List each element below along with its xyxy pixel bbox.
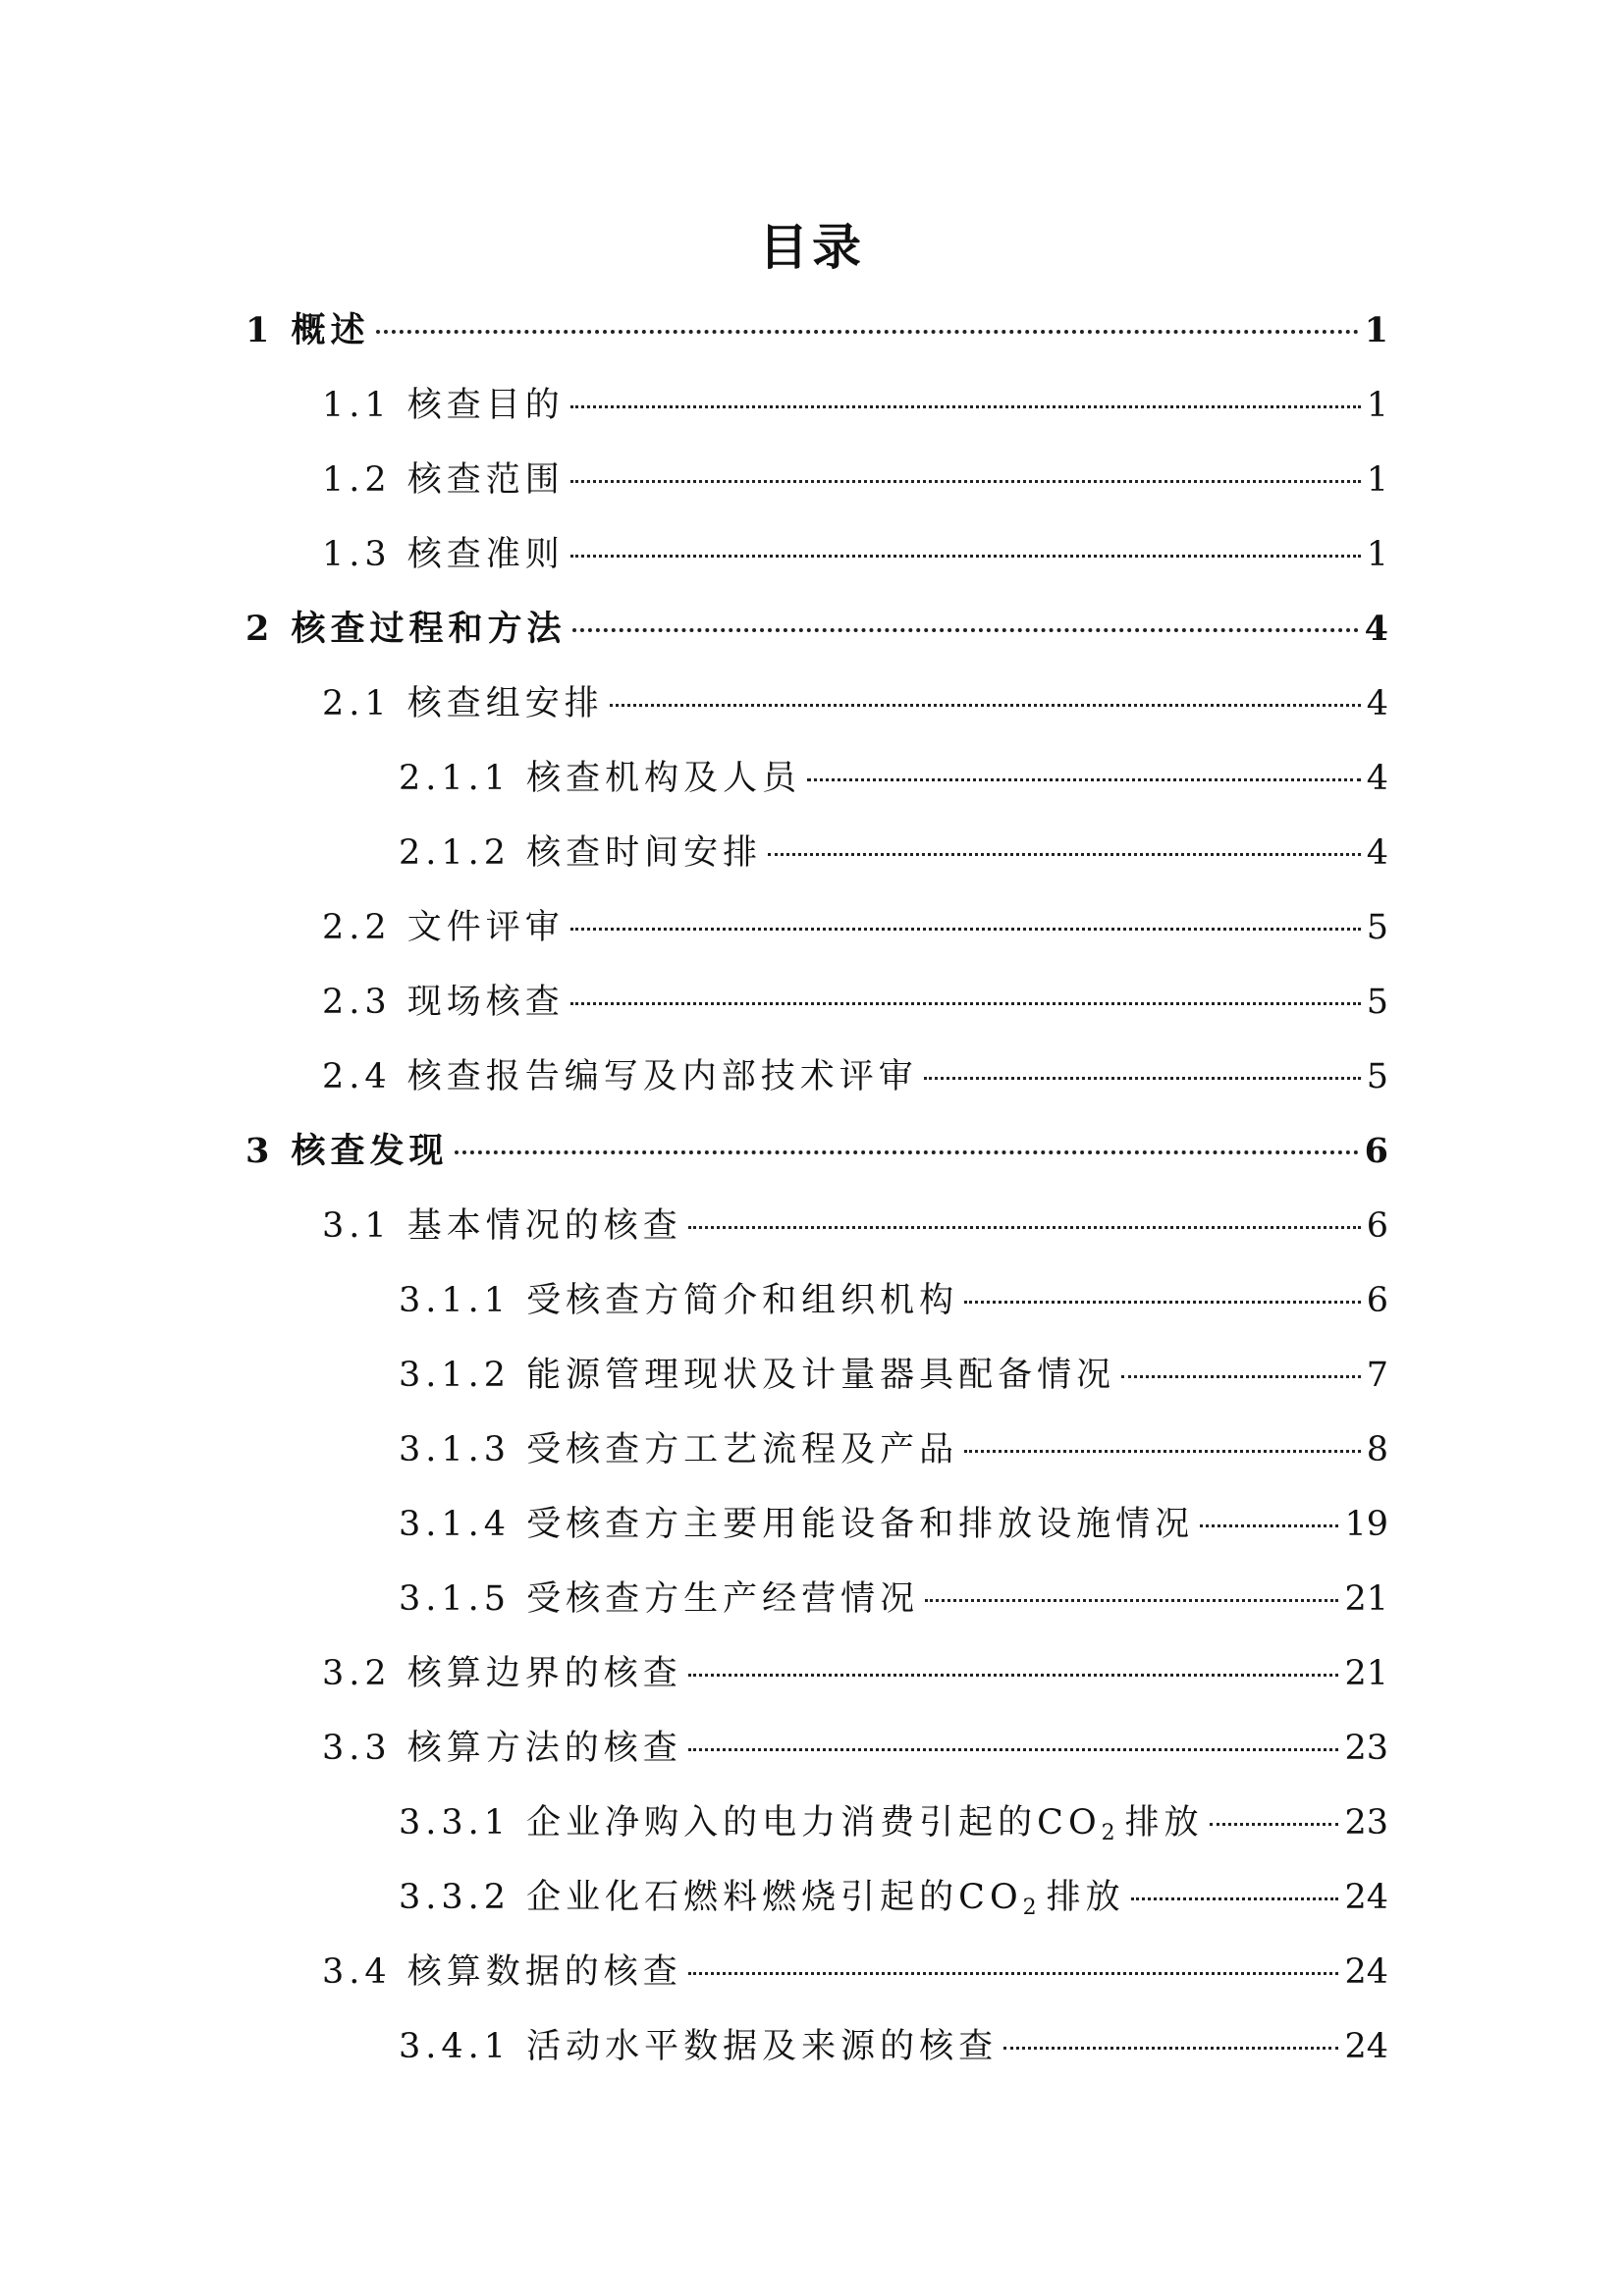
toc-entry-page: 1 bbox=[1366, 386, 1388, 425]
toc-entry[interactable] bbox=[245, 306, 1388, 355]
toc-entry-page: 4 bbox=[1364, 609, 1388, 649]
toc-entry-label: 3.3 核算方法的核查 bbox=[322, 1729, 682, 1768]
dot-leader bbox=[1200, 1524, 1338, 1527]
toc-entry[interactable] bbox=[322, 1948, 1388, 1997]
dot-leader bbox=[1121, 1375, 1361, 1378]
toc-entry-label-main: 3.3.1 企业净购入的电力消费引起的CO bbox=[399, 1803, 1102, 1842]
toc-entry-page: 1 bbox=[1364, 310, 1388, 350]
dot-leader bbox=[1210, 1823, 1339, 1826]
page-title: 目录 bbox=[759, 218, 865, 276]
dot-leader bbox=[1003, 2047, 1338, 2050]
dot-leader bbox=[924, 1077, 1361, 1080]
toc-entry-page: 24 bbox=[1344, 1878, 1388, 1917]
toc-entry[interactable] bbox=[245, 605, 1388, 654]
toc-entry-page: 4 bbox=[1366, 833, 1388, 873]
dot-leader bbox=[610, 704, 1361, 707]
toc-entry[interactable] bbox=[322, 530, 1388, 579]
dot-leader bbox=[964, 1450, 1361, 1453]
dot-leader bbox=[376, 330, 1359, 334]
dot-leader bbox=[572, 628, 1359, 632]
dot-leader bbox=[688, 1226, 1361, 1229]
toc-entry[interactable] bbox=[322, 1201, 1388, 1251]
toc-entry-page: 4 bbox=[1366, 684, 1388, 723]
toc-entry-label-main: 3.3.2 企业化石燃料燃烧引起的CO bbox=[399, 1878, 1023, 1917]
toc-entry-page: 6 bbox=[1366, 1281, 1388, 1320]
toc-entry-label: 2.3 现场核查 bbox=[322, 983, 565, 1022]
toc-entry[interactable] bbox=[245, 1127, 1388, 1176]
toc-entry-page: 6 bbox=[1366, 1206, 1388, 1246]
toc-entry-page: 21 bbox=[1344, 1579, 1388, 1619]
toc-entry-label: 3.1.1 受核查方简介和组织机构 bbox=[399, 1281, 959, 1320]
toc-entry[interactable] bbox=[322, 455, 1388, 505]
dot-leader bbox=[1131, 1897, 1339, 1900]
toc-entry-page: 21 bbox=[1344, 1654, 1388, 1693]
toc-entry-page: 24 bbox=[1344, 2027, 1388, 2066]
toc-entry-label: 3.1.4 受核查方主要用能设备和排放设施情况 bbox=[399, 1505, 1195, 1544]
toc-entry-label: 1.3 核查准则 bbox=[322, 535, 565, 574]
toc-entry[interactable] bbox=[322, 381, 1388, 430]
toc-entry-page: 1 bbox=[1366, 460, 1388, 500]
toc-entry[interactable] bbox=[322, 978, 1388, 1027]
dot-leader bbox=[570, 405, 1361, 408]
toc-entry-label: 2.2 文件评审 bbox=[322, 908, 565, 947]
toc-entry[interactable] bbox=[399, 1873, 1388, 1922]
toc-entry[interactable] bbox=[322, 903, 1388, 952]
toc-entry-label: 1.2 核查范围 bbox=[322, 460, 565, 500]
toc-entry-page: 1 bbox=[1366, 535, 1388, 574]
dot-leader bbox=[455, 1150, 1359, 1154]
toc-entry-label: 1.1 核查目的 bbox=[322, 386, 565, 425]
toc-entry-label: 2 核查过程和方法 bbox=[245, 609, 567, 649]
toc-entry-label: 2.4 核查报告编写及内部技术评审 bbox=[322, 1057, 918, 1096]
dot-leader bbox=[925, 1599, 1338, 1602]
toc-entry-label: 2.1.1 核查机构及人员 bbox=[399, 759, 802, 798]
toc-entry[interactable] bbox=[399, 828, 1388, 878]
dot-leader bbox=[570, 1002, 1361, 1005]
toc-entry-page: 24 bbox=[1344, 1952, 1388, 1992]
toc-entry[interactable] bbox=[399, 2022, 1388, 2071]
toc-entry-page: 19 bbox=[1344, 1505, 1388, 1544]
toc-entry-page: 23 bbox=[1344, 1803, 1388, 1842]
toc-entry-page: 5 bbox=[1366, 908, 1388, 947]
dot-leader bbox=[570, 928, 1361, 931]
dot-leader bbox=[688, 1674, 1339, 1677]
dot-leader bbox=[807, 778, 1361, 781]
toc-entry-label: 3.4 核算数据的核查 bbox=[322, 1952, 682, 1992]
co2-subscript: 2 bbox=[1022, 1896, 1037, 1920]
dot-leader bbox=[570, 555, 1361, 558]
toc-entry-label: 3.1.5 受核查方生产经营情况 bbox=[399, 1579, 920, 1619]
dot-leader bbox=[768, 853, 1361, 856]
toc-entry[interactable] bbox=[399, 1425, 1388, 1474]
toc-entry-page: 7 bbox=[1366, 1356, 1388, 1395]
dot-leader bbox=[688, 1972, 1339, 1975]
toc-entry-label: 3.4.1 活动水平数据及来源的核查 bbox=[399, 2027, 999, 2066]
toc-entry-label-tail: 排放 bbox=[1124, 1803, 1204, 1842]
toc-entry-page: 23 bbox=[1344, 1729, 1388, 1768]
toc-entry[interactable] bbox=[399, 1276, 1388, 1325]
toc-entry-page: 5 bbox=[1366, 983, 1388, 1022]
toc-entry[interactable] bbox=[322, 1649, 1388, 1698]
toc-entry-label-tail: 排放 bbox=[1046, 1878, 1125, 1917]
toc-entry-label: 2.1 核查组安排 bbox=[322, 684, 604, 723]
toc-entry[interactable] bbox=[322, 679, 1388, 728]
dot-leader bbox=[964, 1301, 1361, 1304]
toc-entry-page: 4 bbox=[1366, 759, 1388, 798]
toc-entry-label: 2.1.2 核查时间安排 bbox=[399, 833, 763, 873]
toc-entry-page: 8 bbox=[1366, 1430, 1388, 1469]
toc-entry-label: 1 概述 bbox=[245, 310, 370, 350]
toc-entry-label: 3 核查发现 bbox=[245, 1131, 449, 1171]
toc-entry-label: 3.2 核算边界的核查 bbox=[322, 1654, 682, 1693]
toc-entry-page: 6 bbox=[1364, 1131, 1388, 1171]
toc-entry-label bbox=[399, 1873, 1125, 1933]
toc-entry-label: 3.1.2 能源管理现状及计量器具配备情况 bbox=[399, 1356, 1116, 1395]
toc-entry-label bbox=[399, 1798, 1204, 1858]
dot-leader bbox=[688, 1748, 1339, 1751]
dot-leader bbox=[570, 480, 1361, 483]
toc-entry[interactable] bbox=[322, 1724, 1388, 1773]
toc-entry[interactable] bbox=[399, 1798, 1388, 1847]
co2-subscript: 2 bbox=[1101, 1821, 1115, 1845]
toc-entry[interactable] bbox=[322, 1052, 1388, 1101]
toc-entry[interactable] bbox=[399, 1500, 1388, 1549]
toc-entry-page: 5 bbox=[1366, 1057, 1388, 1096]
toc-entry-label: 3.1.3 受核查方工艺流程及产品 bbox=[399, 1430, 959, 1469]
toc-entry[interactable] bbox=[399, 1351, 1388, 1400]
toc-entry[interactable] bbox=[399, 1575, 1388, 1624]
toc-entry[interactable] bbox=[399, 754, 1388, 803]
toc-entry-label: 3.1 基本情况的核查 bbox=[322, 1206, 682, 1246]
